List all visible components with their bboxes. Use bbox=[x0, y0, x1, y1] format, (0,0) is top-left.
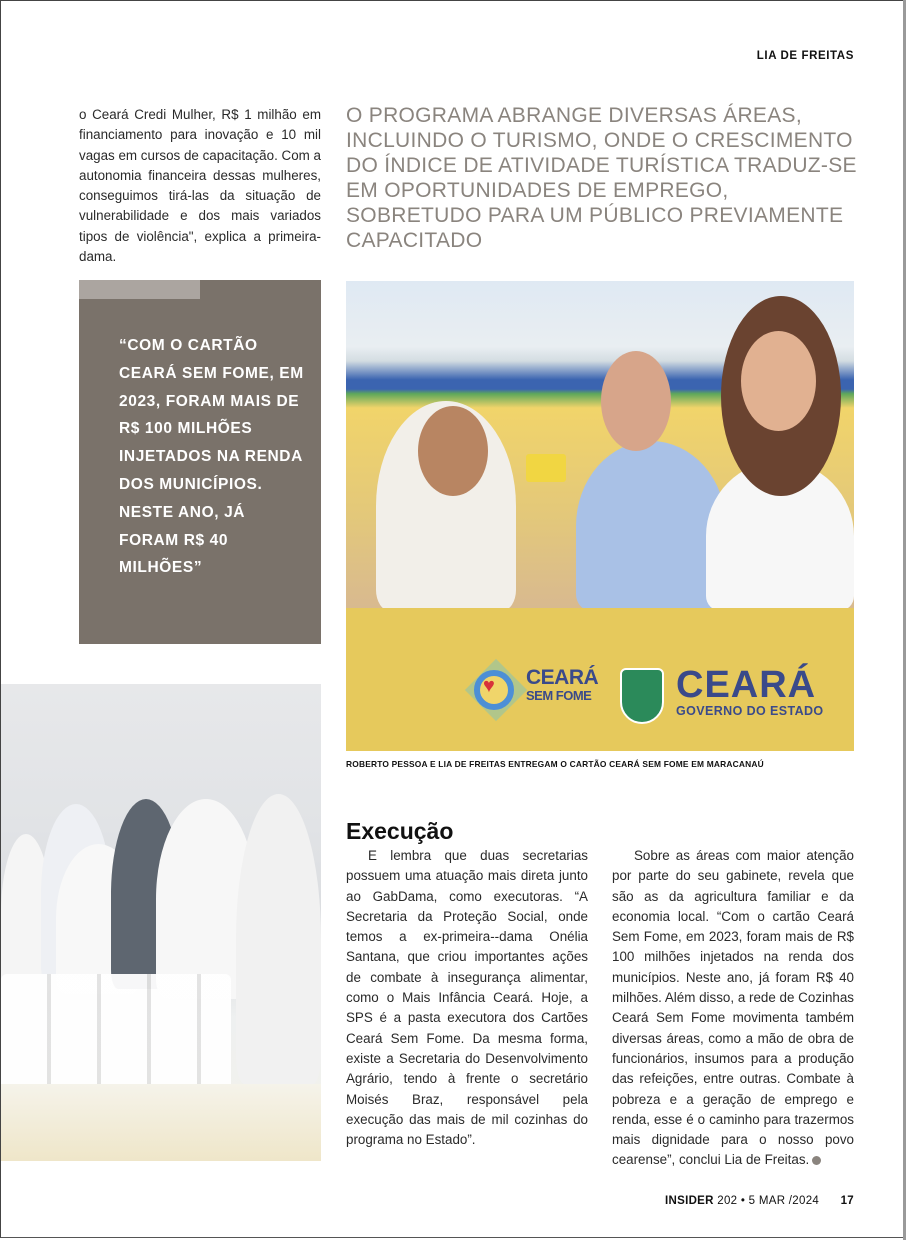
government-subtitle: GOVERNO DO ESTADO bbox=[676, 704, 824, 718]
ceara-government-logo: CEARÁ bbox=[676, 664, 817, 706]
quote-text: “COM O CARTÃO CEARÁ SEM FOME, EM 2023, FORAM MAIS DE R$ 100 MILHÕES INJETADOS NA RENDA DOS MUNICÍPIOS. NESTE ANO, JÁ FORAM R$ 40 MILHÕES” bbox=[119, 337, 304, 577]
body-column-3 bbox=[612, 846, 854, 1171]
page-number: 17 bbox=[840, 1195, 854, 1207]
quote-box bbox=[79, 280, 321, 644]
food-containers bbox=[1, 974, 231, 1094]
intro-paragraph bbox=[79, 105, 321, 267]
person-woman-left-face bbox=[418, 406, 488, 496]
person-man-center-face bbox=[601, 351, 671, 451]
body-text-col2: E lembra que duas secretarias possuem uma atuação mais direta junto ao GabDama, como executoras. “A Secretaria da Proteção Social, onde temos a ex-primeira--dama Onélia Santana, que criou importantes ações de combate à insegurança alimentar, como o Mais Infância Ceará. Hoje, a SPS é a pasta executora dos Cartões Ceará Sem Fome. Da mesma forma, existe a Secretaria do Desenvolvimento Agrário, tendo à frente o secretário Moisés Braz, responsável pela execução das mais de mil cozinhas do programa no Estado”. bbox=[346, 848, 588, 1148]
running-head: LIA DE FREITAS bbox=[756, 50, 854, 62]
body-text-col3 bbox=[612, 846, 854, 1171]
magazine-name: INSIDER bbox=[665, 1195, 714, 1207]
photo-caption: ROBERTO PESSOA E LIA DE FREITAS ENTREGAM O CARTÃO CEARÁ SEM FOME EM MARACANAÚ bbox=[346, 759, 764, 769]
intro-text: o Ceará Credi Mulher, R$ 1 milhão em financiamento para inovação e 10 mil vagas em cursos de capacitação. Com a autonomia financeira dessas mulheres, conseguimos tirá-las da situação de vulnerabilidade e dos mais variados tipos de violência", explica a primeira-dama. bbox=[79, 107, 321, 265]
person-man-center bbox=[576, 441, 726, 611]
logo1-line2: SEM FOME bbox=[526, 688, 592, 703]
issue-info: 202 • 5 MAR /2024 bbox=[717, 1195, 820, 1207]
banner bbox=[346, 608, 854, 751]
pull-quote-headline: O PROGRAMA ABRANGE DIVERSAS ÁREAS, INCLUINDO O TURISMO, ONDE O CRESCIMENTO DO ÍNDICE DE ATIVIDADE TURÍSTICA TRADUZ-SE EM OPORTUNIDADES DE EMPREGO, SOBRETUDO PARA UM PÚBLICO PREVIAMENTE CAPACITADO bbox=[346, 104, 857, 252]
folio bbox=[665, 1195, 854, 1207]
quote-accent-bar bbox=[79, 280, 200, 299]
logo1-line1: CEARÁ bbox=[526, 666, 599, 689]
main-photo bbox=[346, 281, 854, 751]
body-column-2 bbox=[346, 846, 588, 1150]
person-6 bbox=[236, 794, 321, 1084]
tablecloth bbox=[1, 1084, 321, 1161]
kitchen-photo bbox=[1, 684, 321, 1161]
section-heading: Execução bbox=[346, 818, 454, 844]
heart-icon: ♥ bbox=[483, 675, 495, 697]
card-yellow bbox=[526, 454, 566, 482]
end-of-article-icon bbox=[812, 1156, 821, 1165]
state-crest-icon bbox=[620, 668, 664, 724]
ceara-sem-fome-logo-text bbox=[526, 668, 598, 704]
col3-text: Sobre as áreas com maior atenção por parte do seu gabinete, revela que são as da agricultura familiar e da economia local. “Com o cartão Ceará Sem Fome, em 2023, foram mais de R$ 100 milhões injetados na renda dos municípios. Neste ano, já foram R$ 40 milhões. Além disso, a rede de Cozinhas Ceará Sem Fome movimenta também diversas áreas, como a mão de obra de funcionários, insumos para a produção das refeições, entre outras. Combate à pobreza e a geração de emprego e renda, esse é o caminho para trazermos mais dignidade para o nosso povo cearense”, conclui Lia de Freitas. bbox=[612, 848, 854, 1168]
person-woman-right-face bbox=[741, 331, 816, 431]
